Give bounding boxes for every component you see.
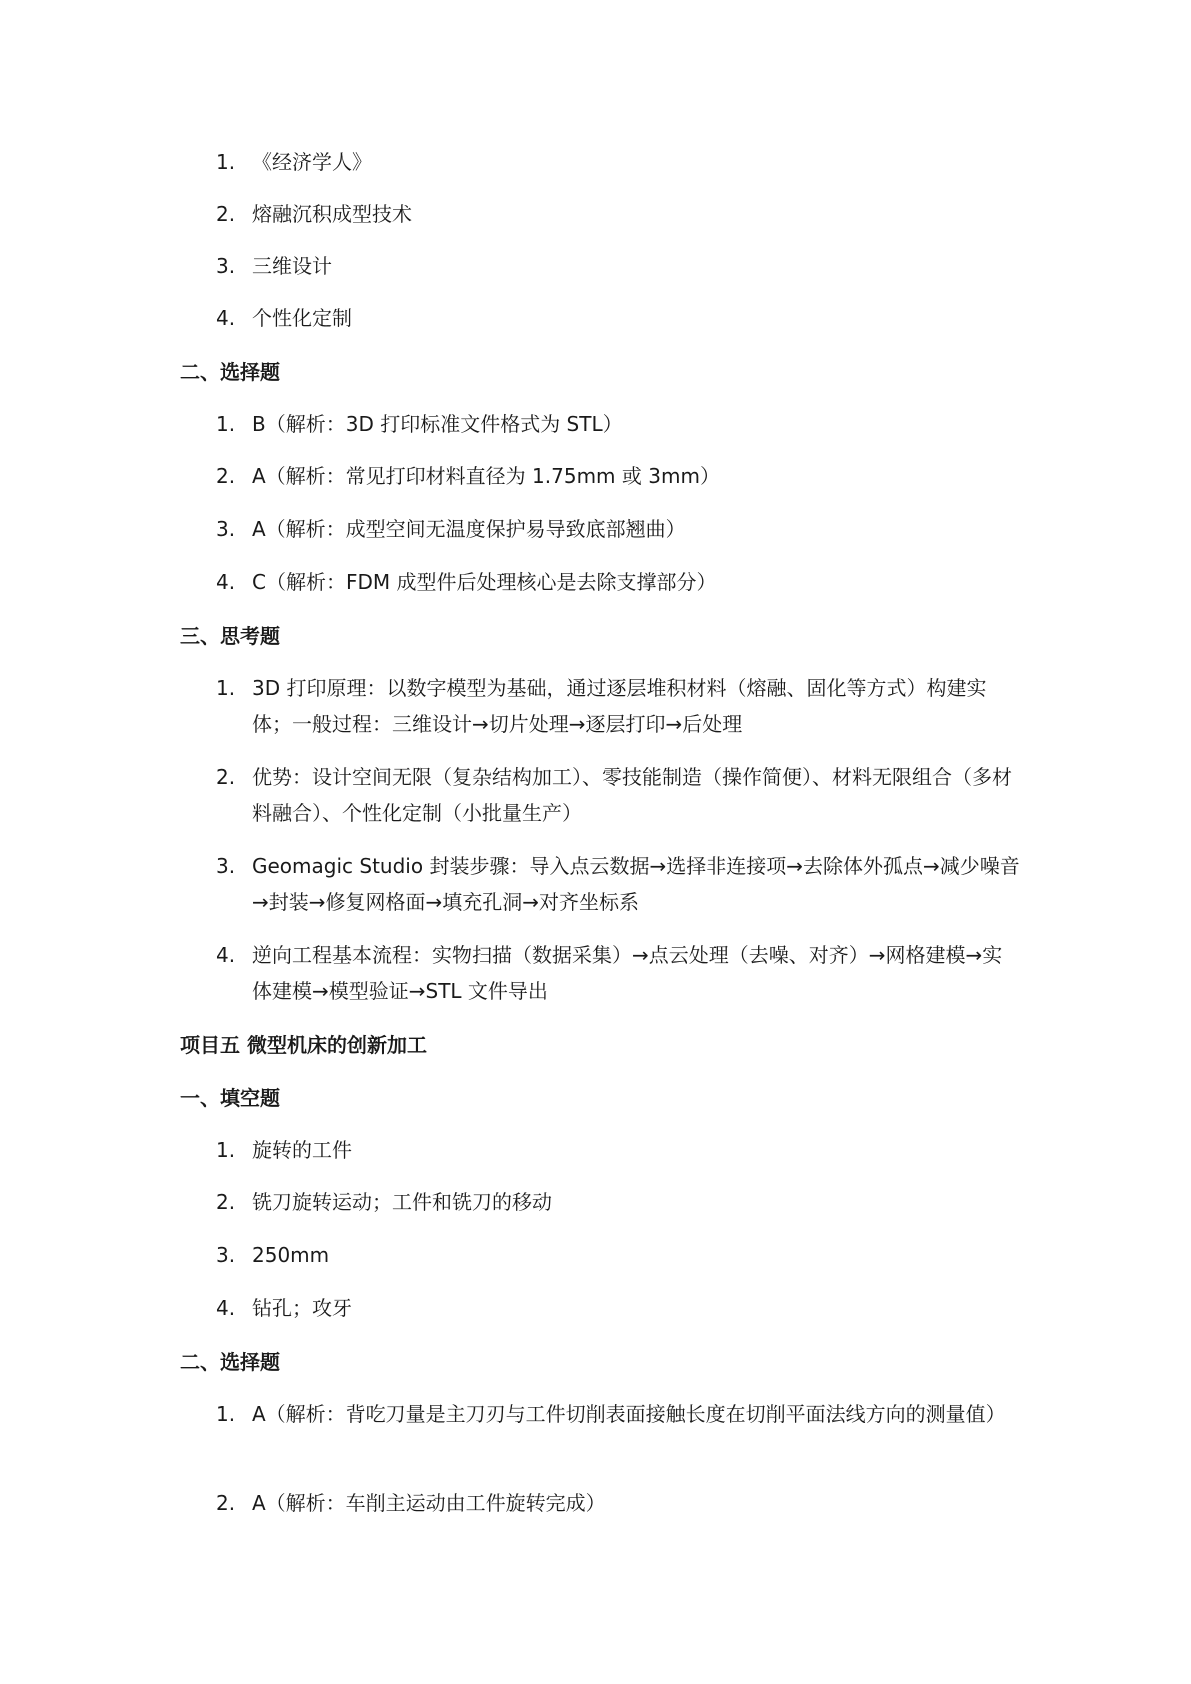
- item-text: 三维设计: [252, 254, 332, 278]
- list-item: [216, 196, 1016, 232]
- section-heading: 二、选择题: [180, 360, 280, 384]
- project-title: 项目五 微型机床的创新加工: [180, 1033, 427, 1057]
- item-number: 4.: [216, 943, 236, 967]
- item-text: A（解析：背吃刀量是主刀刃与工件切削表面接触长度在切削平面法线方向的测量值）: [252, 1402, 1006, 1426]
- item-text: A（解析：成型空间无温度保护易导致底部翘曲）: [252, 517, 686, 541]
- item-number: 1.: [216, 676, 236, 700]
- item-text: 优势：设计空间无限（复杂结构加工）、零技能制造（操作简便）、材料无限组合（多材料融合）、个性化定制（小批量生产）: [252, 765, 1012, 825]
- list-item: [216, 937, 1016, 1009]
- item-text: 3D 打印原理：以数字模型为基础，通过逐层堆积材料（熔融、固化等方式）构建实体；一般过程：三维设计→切片处理→逐层打印→后处理: [252, 676, 987, 736]
- item-text: A（解析：常见打印材料直径为 1.75mm 或 3mm）: [252, 464, 720, 488]
- list-item: [216, 1132, 1016, 1168]
- item-number: 2.: [216, 765, 236, 789]
- item-number: 3.: [216, 854, 236, 878]
- list-item: [216, 1396, 1016, 1432]
- item-number: 4.: [216, 1296, 236, 1320]
- list-item: [216, 1184, 1016, 1220]
- item-text: Geomagic Studio 封装步骤：导入点云数据→选择非连接项→去除体外孤点→减少噪音→封装→修复网格面→填充孔洞→对齐坐标系: [252, 854, 1020, 914]
- list-item: [216, 248, 1016, 284]
- item-number: 4.: [216, 306, 236, 330]
- section-heading: 一、填空题: [180, 1086, 280, 1110]
- item-text: 逆向工程基本流程：实物扫描（数据采集）→点云处理（去噪、对齐）→网格建模→实体建模→模型验证→STL 文件导出: [252, 943, 1003, 1003]
- item-number: 1.: [216, 1138, 236, 1162]
- list-item: [216, 759, 1016, 831]
- item-text: 旋转的工件: [252, 1138, 352, 1162]
- item-number: 2.: [216, 202, 236, 226]
- item-text: 钻孔；攻牙: [252, 1296, 352, 1320]
- item-text: 个性化定制: [252, 306, 352, 330]
- list-item: [216, 1237, 1016, 1273]
- item-number: 2.: [216, 1190, 236, 1214]
- item-text: B（解析：3D 打印标准文件格式为 STL）: [252, 412, 623, 436]
- item-number: 1.: [216, 1402, 236, 1426]
- list-item: [216, 300, 1016, 336]
- item-number: 1.: [216, 150, 236, 174]
- item-text: C（解析：FDM 成型件后处理核心是去除支撑部分）: [252, 570, 717, 594]
- section-heading: 二、选择题: [180, 1350, 280, 1374]
- list-item: [216, 848, 1020, 920]
- item-text: 《经济学人》: [252, 150, 372, 174]
- list-item: [216, 458, 1016, 494]
- item-number: 3.: [216, 254, 236, 278]
- item-number: 2.: [216, 464, 236, 488]
- section-heading: 三、思考题: [180, 624, 280, 648]
- item-text: 250mm: [252, 1243, 330, 1267]
- item-number: 3.: [216, 517, 236, 541]
- item-number: 4.: [216, 570, 236, 594]
- list-item: [216, 511, 1016, 547]
- list-item: [216, 1290, 1016, 1326]
- list-item: [216, 1485, 1016, 1521]
- item-text: 铣刀旋转运动；工件和铣刀的移动: [252, 1190, 552, 1214]
- list-item: [216, 144, 1016, 180]
- item-number: 2.: [216, 1491, 236, 1515]
- item-text: A（解析：车削主运动由工件旋转完成）: [252, 1491, 606, 1515]
- item-number: 3.: [216, 1243, 236, 1267]
- list-item: [216, 564, 1016, 600]
- item-number: 1.: [216, 412, 236, 436]
- list-item: [216, 670, 1016, 742]
- item-text: 熔融沉积成型技术: [252, 202, 412, 226]
- list-item: [216, 406, 1016, 442]
